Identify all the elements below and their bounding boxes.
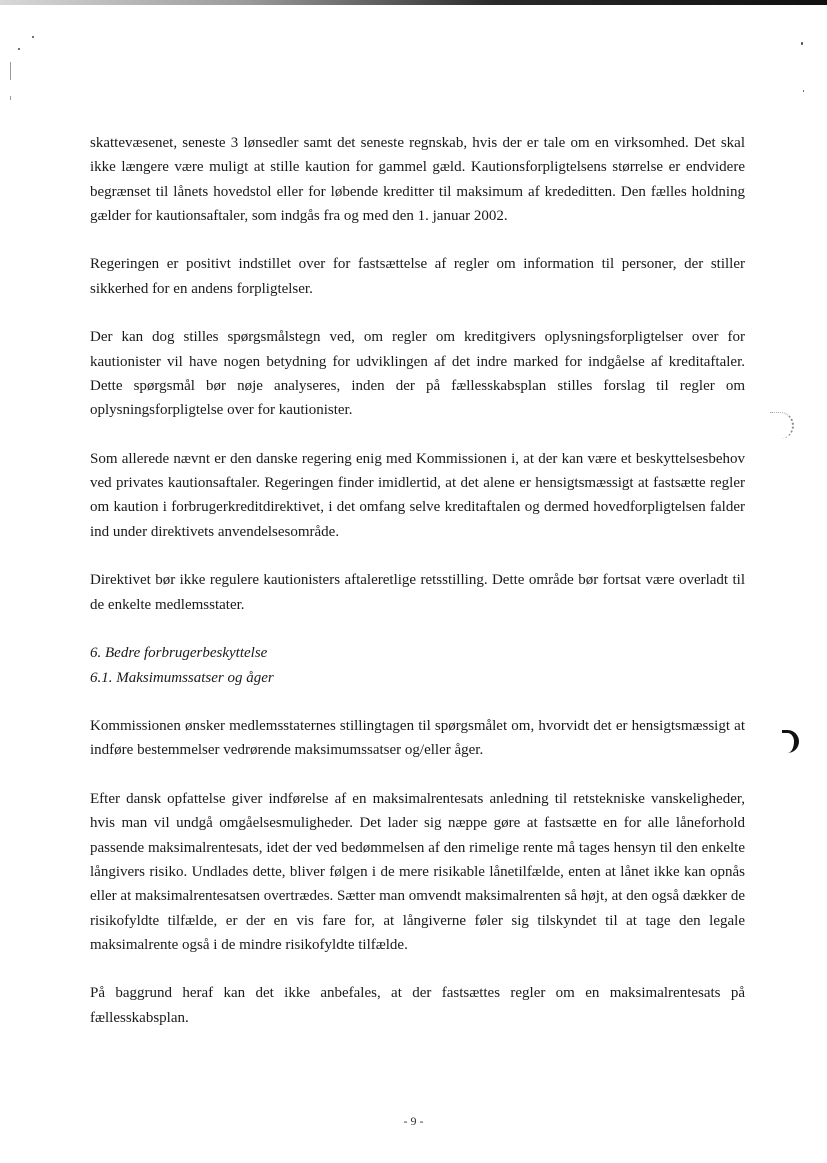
paragraph: Direktivet bør ikke regulere kautionisters aftaleretlige retsstilling. Dette område bør fortsat være overladt til de enkelte medlemsstater. bbox=[90, 572, 745, 613]
paragraph: skattevæsenet, seneste 3 lønsedler samt det seneste regnskab, hvis der er tale om en virksomhed. Det skal ikke længere være muligt at stille kaution for gammel gæld. Kautionsforpligtelsens størrelse er endvidere begrænset til lånets hovedstol eller for løbende kreditter til maksimum af krededitten. Den fælles holdning gælder for kautionsaftaler, som indgås fra og med den 1. januar 2002. bbox=[90, 135, 745, 224]
paragraph: Som allerede nævnt er den danske regering enig med Kommissionen i, at der kan være et beskyttelsesbehov ved privates kautionsaftaler. Regeringen finder imidlertid, at det alene er hensigtsmæssigt at fastsætte regler om kaution i forbrugerkreditdirektivet, i det omfang selve kreditaftalen og dermed hovedforpligtelsen falder ind under direktivets anvendelsesområde. bbox=[90, 450, 745, 540]
paragraph: Kommissionen ønsker medlemsstaternes stillingtagen til spørgsmålet om, hvorvidt det er hensigtsmæssigt at indføre bestemmelser vedrørende maksimumssatser og/eller åger. bbox=[90, 718, 745, 759]
subsection-heading: 6.1. Maksimumssatser og åger bbox=[90, 669, 274, 686]
scan-speck bbox=[803, 90, 804, 92]
document-body bbox=[90, 131, 745, 1054]
scan-margin-line bbox=[10, 62, 11, 80]
section-heading: 6. Bedre forbrugerbeskyttelse bbox=[90, 645, 268, 662]
paragraph: På baggrund heraf kan det ikke anbefales, at der fastsættes regler om en maksimalrentesats på fællesskabsplan. bbox=[90, 985, 745, 1026]
scan-margin-line bbox=[10, 96, 11, 100]
margin-bracket-mark bbox=[782, 730, 799, 753]
scan-top-edge bbox=[0, 0, 827, 5]
paragraph: Efter dansk opfattelse giver indførelse af en maksimalrentesats anledning til retstekniske vanskeligheder, hvis man vil undgå omgåelsesmuligheder. Det lader sig næppe gøre at fastsætte en for alle låneforhold passende maksimalrentesats, idet der ved bedømmelsen af den rimelige rente må tages hensyn til den enkelte långivers risiko. Undlades dette, bliver følgen i de mere risikable lånetilfælde, enten at lånet ikke kan opnås eller at maksimalrentesatsen overtrædes. Sætter man omvendt maksimalrenten så højt, at den også dækker de risikofyldte tilfælde, er der en vis fare for, at långiverne føler sig tilskyndet til at tage den legale maksimalrente også i de mindre risikofyldte tilfælde. bbox=[90, 791, 745, 953]
scan-speck bbox=[32, 36, 34, 38]
paragraph: Regeringen er positivt indstillet over for fastsættelse af regler om information til personer, der stiller sikkerhed for en andens forpligtelser. bbox=[90, 256, 745, 297]
paragraph: Der kan dog stilles spørgsmålstegn ved, om regler om kreditgivers oplysningsforpligtelser over for kautionister vil have nogen betydning for udviklingen af det indre marked for indgåelse af kreditaftaler. Dette spørgsmål bør nøje analyseres, inden der på fællesskabsplan stilles forslag til regler om oplysningsforpligtelse over for kautionister. bbox=[90, 329, 745, 419]
margin-bracket-mark bbox=[770, 412, 794, 439]
scan-speck bbox=[18, 48, 20, 50]
scan-speck bbox=[801, 42, 803, 45]
page-number: - 9 - bbox=[403, 1114, 424, 1128]
